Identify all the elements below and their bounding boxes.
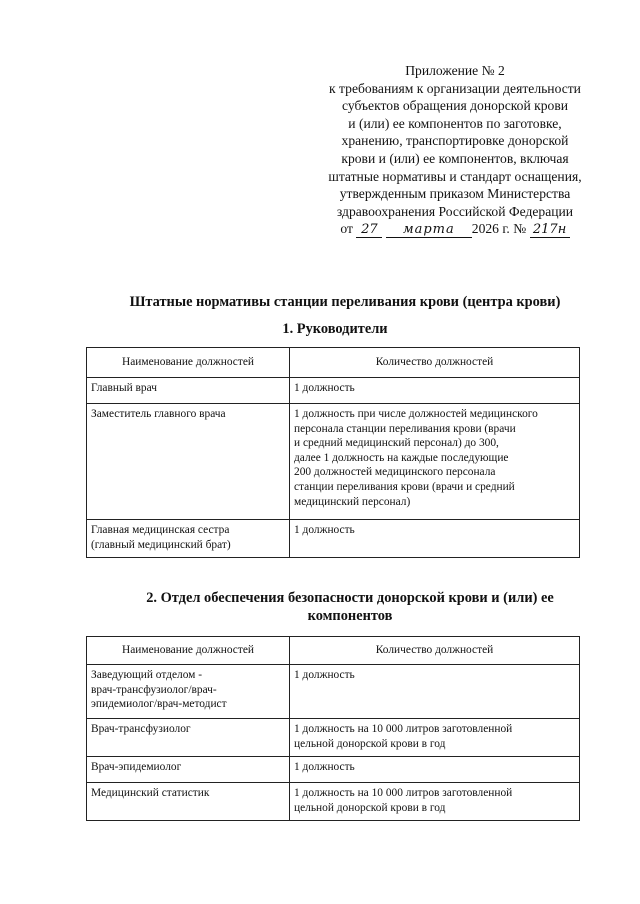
table-header-row [87, 348, 580, 378]
appendix-line: штатные нормативы и стандарт оснащения, [328, 168, 582, 184]
appendix-line: и (или) ее компонентов по заготовке, [348, 115, 562, 131]
appendix-line: Приложение № 2 [405, 63, 505, 78]
order-date-prefix: от [340, 221, 353, 237]
section-title: 2. Отдел обеспечения безопасности донорской крови и (или) ее компонентов [146, 590, 554, 624]
count-cell: 1 должность на 10 000 литров заготовленной цельной донорской крови в год [290, 783, 580, 821]
table-row [87, 404, 580, 520]
count-cell: 1 должность [290, 757, 580, 783]
position-cell: Заведующий отделом - врач-трансфузиолог/врач- эпидемиолог/врач-методист [87, 665, 290, 719]
count-cell: 1 должность на 10 000 литров заготовленной цельной донорской крови в год [290, 719, 580, 757]
handwritten-month: марта [386, 223, 472, 238]
appendix-header [290, 62, 620, 238]
appendix-line: субъектов обращения донорской крови [341, 98, 569, 114]
table-row [87, 378, 580, 404]
position-cell: Главный врач [87, 378, 290, 404]
column-header-position: Наименование должностей [87, 637, 290, 665]
table-row [87, 520, 580, 558]
handwritten-day: 27 [356, 223, 382, 238]
table-row [87, 719, 580, 757]
table-header-row [87, 637, 580, 665]
order-date-line [290, 220, 620, 238]
section-title: 1. Руководители [282, 321, 388, 337]
position-cell: Врач-трансфузиолог [87, 719, 290, 757]
column-header-count: Количество должностей [290, 348, 580, 378]
table-row [87, 757, 580, 783]
table-row [87, 665, 580, 719]
column-header-count: Количество должностей [290, 637, 580, 665]
position-cell: Заместитель главного врача [87, 404, 290, 520]
appendix-line: утвержденным приказом Министерства [339, 186, 571, 202]
staff-table-safety-department [86, 636, 580, 821]
count-cell: 1 должность [290, 665, 580, 719]
count-cell: 1 должность при числе должностей медицинского персонала станции переливания крови (врачи и средний медицинский персонал) до 300, далее 1 должность на каждые последующие 200 должностей медицинского персонала станции переливания крови (врачи и средний медицинский персонал) [290, 404, 580, 520]
handwritten-order-number: 217н [530, 223, 570, 238]
appendix-line: здравоохранения Российской Федерации [336, 203, 574, 219]
position-cell: Главная медицинская сестра (главный медицинский брат) [87, 520, 290, 558]
table-row [87, 783, 580, 821]
appendix-line: к требованиям к организации деятельности [329, 80, 581, 96]
position-cell: Врач-эпидемиолог [87, 757, 290, 783]
document-title: Штатные нормативы станции переливания крови (центра крови) [129, 294, 561, 310]
column-header-position: Наименование должностей [87, 348, 290, 378]
staff-table-managers [86, 347, 580, 558]
appendix-line: хранению, транспортировке донорской [341, 133, 569, 149]
position-cell: Медицинский статистик [87, 783, 290, 821]
order-year: 2026 г. № [471, 221, 527, 237]
count-cell: 1 должность [290, 520, 580, 558]
count-cell: 1 должность [290, 378, 580, 404]
appendix-line: крови и (или) ее компонентов, включая [341, 150, 569, 166]
